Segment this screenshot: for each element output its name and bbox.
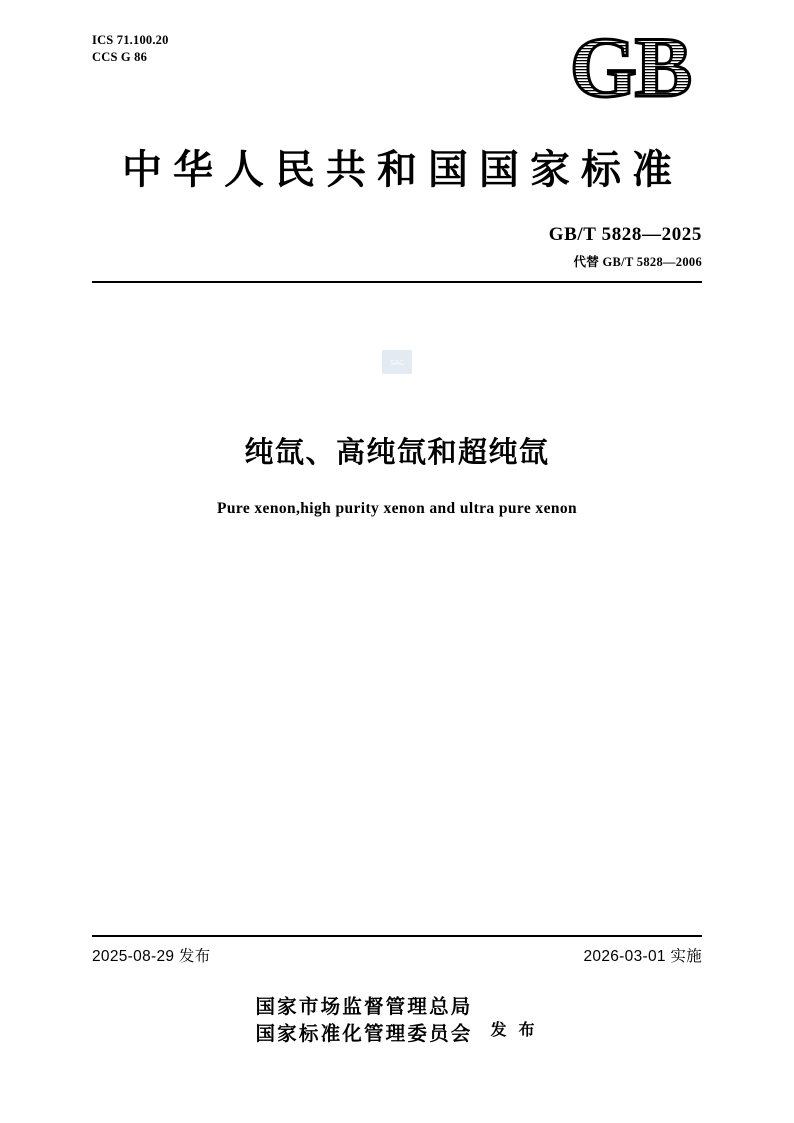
ccs-code: CCS G 86 [92,50,148,64]
standard-replaces: 代替 GB/T 5828—2006 [573,255,702,269]
footer-divider [92,935,702,937]
publisher-line-2: 国家标准化管理委员会 [255,1024,473,1045]
publisher-line-1: 国家市场监督管理总局 [255,997,473,1018]
publisher-block [0,994,794,1048]
document-title-chinese: 纯氙、高纯氙和超纯氙 [244,437,550,469]
implementation-date: 2026-03-01 实施 [583,948,702,965]
publisher-names [255,994,472,1048]
document-title-english: Pure xenon,high purity xenon and ultra pure xenon [216,500,578,517]
page-title: 中华人民共和国国家标准 [122,147,683,192]
svg-text:GB: GB [569,24,691,110]
svg-text:SAC: SAC [389,360,405,367]
gb-logo-icon [550,24,710,110]
ics-code: ICS 71.100.20 [92,33,169,47]
issue-date: 2025-08-29 发布 [92,948,211,965]
classification-codes [92,32,169,66]
publisher-action: 发 布 [490,1021,539,1039]
header-divider [92,281,702,283]
sac-watermark-icon [382,350,412,374]
standard-number: GB/T 5828—2025 [548,224,702,245]
